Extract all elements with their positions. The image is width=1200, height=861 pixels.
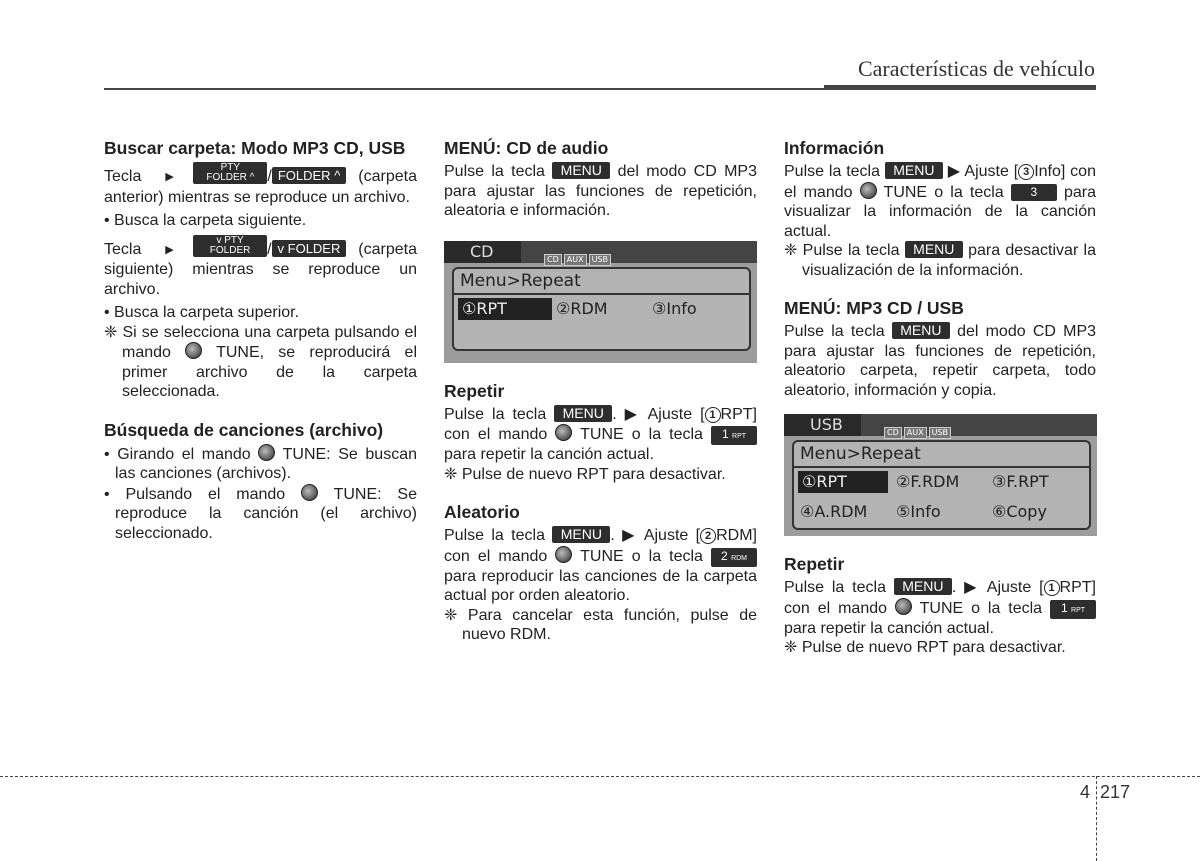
tune-knob-icon: [258, 444, 275, 461]
number-3-icon: 3: [1018, 164, 1034, 180]
paragraph: Pulse la tecla MENU . ▶ Ajuste [ 1 RPT] con el mando TUNE o la tecla 1 RPT para repetir la canción actual.: [784, 578, 1096, 637]
lcd-source-badges: [544, 247, 613, 266]
lcd-badge: CD: [884, 427, 902, 439]
lcd-menu-row: [454, 295, 749, 321]
note: ❈ Pulse de nuevo RPT para desactivar.: [784, 639, 1066, 656]
menu-key: MENU: [905, 241, 963, 258]
bullet: • Girando el mando TUNE: Se buscan las canciones (archivos).: [104, 445, 417, 482]
column-right: [784, 138, 1096, 658]
tune-knob-icon: [895, 598, 912, 615]
column-middle: [444, 138, 757, 645]
number-2-icon: 2: [700, 528, 716, 544]
paragraph: Tecla ▶ v PTY FOLDER / v FOLDER (carpeta siguiente) mientras se reproduce un archivo.: [104, 234, 417, 298]
lcd-menu-row: [794, 468, 1089, 494]
note: ❈ Pulse la tecla MENU para desactivar la visualización de la información.: [784, 241, 1097, 279]
pty-folder-down-key: v PTY FOLDER: [193, 235, 267, 257]
column-left: [104, 138, 417, 543]
pty-folder-up-key: PTY FOLDER ^: [193, 162, 267, 184]
lcd-menu-item: ②F.RDM: [896, 472, 960, 491]
section-title-info: Información: [784, 138, 885, 158]
menu-key: MENU: [552, 162, 610, 179]
tune-knob-icon: [301, 484, 318, 501]
lcd-badge: USB: [929, 427, 951, 439]
folder-up-key: FOLDER ^: [272, 167, 346, 184]
lcd-screen-usb: [784, 414, 1097, 536]
lcd-badge: CD: [544, 254, 562, 266]
number-1-icon: 1: [705, 407, 721, 423]
section-number: 4: [1080, 782, 1091, 802]
menu-key: MENU: [552, 526, 610, 543]
lcd-badge: AUX: [904, 427, 927, 439]
lcd-mode-label: USB: [784, 414, 861, 436]
folder-down-key: v FOLDER: [272, 240, 347, 257]
tune-knob-icon: [185, 342, 202, 359]
key-2-rdm: 2 RDM: [711, 548, 757, 567]
section-title-cd-menu: MENÚ: CD de audio: [444, 138, 609, 158]
tune-knob-icon: [555, 546, 572, 563]
lcd-mode-label: CD: [444, 241, 521, 263]
lcd-menu-item: ③Info: [652, 298, 697, 318]
lcd-menu-title: Menu>Repeat: [794, 442, 1089, 468]
paragraph: Pulse la tecla MENU . ▶ Ajuste [ 2 RDM] con el mando TUNE o la tecla 2 RDM para reproducir las canciones de la carpeta actual por orden aleatorio.: [444, 526, 757, 604]
page-number-value: 217: [1100, 782, 1131, 802]
lcd-menu-item-selected: ①RPT: [458, 298, 552, 320]
header-rule: [104, 88, 824, 90]
lcd-menu-item: ②RDM: [556, 298, 608, 318]
lcd-menu-item: ⑥Copy: [992, 502, 1047, 521]
section-title-repeat: Repetir: [444, 380, 505, 401]
section-title-random: Aleatorio: [444, 502, 520, 522]
lcd-menu-item: ⑤Info: [896, 502, 941, 521]
arrow-icon: ▶: [165, 243, 182, 256]
paragraph: Pulse la tecla MENU ▶ Ajuste [ 3 Info] con el mando TUNE o la tecla 3 para visualizar la información de la canción actual.: [784, 162, 1097, 240]
paragraph: Pulse la tecla MENU del modo CD MP3 para ajustar las funciones de repetición, aleatorio carpeta, repetir carpeta, todo aleatorio, información y copia.: [784, 322, 1097, 399]
bullet: • Pulsando el mando TUNE: Se reproduce la canción (el archivo) seleccionado.: [104, 485, 417, 542]
lcd-screen-cd: [444, 241, 757, 363]
lcd-status-bar: [784, 414, 1097, 436]
lcd-badge: USB: [589, 254, 611, 266]
section-title-mp3-menu: MENÚ: MP3 CD / USB: [784, 298, 964, 318]
lcd-menu-item: ④A.RDM: [800, 502, 868, 521]
menu-key: MENU: [892, 322, 950, 339]
menu-key: MENU: [554, 405, 612, 422]
bullet: • Busca la carpeta siguiente.: [104, 212, 307, 229]
tune-knob-icon: [555, 424, 572, 441]
lcd-menu-item-selected: ①RPT: [798, 471, 888, 493]
header-rule-accent: [824, 85, 1096, 90]
key-1-rpt: 1 RPT: [711, 426, 757, 445]
arrow-icon: ▶: [165, 171, 182, 183]
section-title-repeat: Repetir: [784, 554, 845, 574]
lcd-menu-title: Menu>Repeat: [454, 269, 749, 295]
note: ❈ Para cancelar esta función, pulse de nuevo RDM.: [444, 606, 757, 643]
lcd-status-bar: [444, 241, 757, 263]
note: ❈ Pulse de nuevo RPT para desactivar.: [444, 465, 726, 483]
lcd-source-badges: [884, 420, 953, 439]
lcd-menu-panel: [452, 267, 751, 351]
paragraph: Tecla ▶ PTY FOLDER ^ / FOLDER ^ (carpeta anterior) mientras se reproduce un archivo.: [104, 162, 417, 206]
section-title-folder-search: Buscar carpeta: Modo MP3 CD, USB: [104, 138, 406, 158]
lcd-menu-panel: [792, 440, 1091, 530]
page-header-title: Características de vehículo: [857, 56, 1095, 81]
lcd-menu-row: [794, 498, 1089, 524]
paragraph: Pulse la tecla MENU . ▶ Ajuste [ 1 RPT] con el mando TUNE o la tecla 1 RPT para repetir la canción actual.: [444, 404, 757, 463]
menu-key: MENU: [894, 578, 952, 595]
lcd-badge: AUX: [564, 254, 587, 266]
section-title-song-search: Búsqueda de canciones (archivo): [104, 419, 384, 440]
footer-divider: [0, 776, 1200, 777]
tune-knob-icon: [860, 182, 877, 199]
key-3: 3: [1011, 184, 1057, 201]
bullet: • Busca la carpeta superior.: [104, 304, 300, 321]
paragraph: Pulse la tecla MENU del modo CD MP3 para ajustar las funciones de repetición, aleatoria e información.: [444, 162, 758, 219]
page-number: [1080, 782, 1130, 803]
number-1-icon: 1: [1044, 580, 1060, 596]
key-1-rpt: 1 RPT: [1050, 600, 1096, 619]
lcd-menu-item: ③F.RPT: [992, 472, 1049, 491]
menu-key: MENU: [885, 162, 943, 179]
note: ❈ Si se selecciona una carpeta pulsando el mando TUNE, se reproducirá el primer archivo de la carpeta seleccionada.: [104, 323, 418, 400]
